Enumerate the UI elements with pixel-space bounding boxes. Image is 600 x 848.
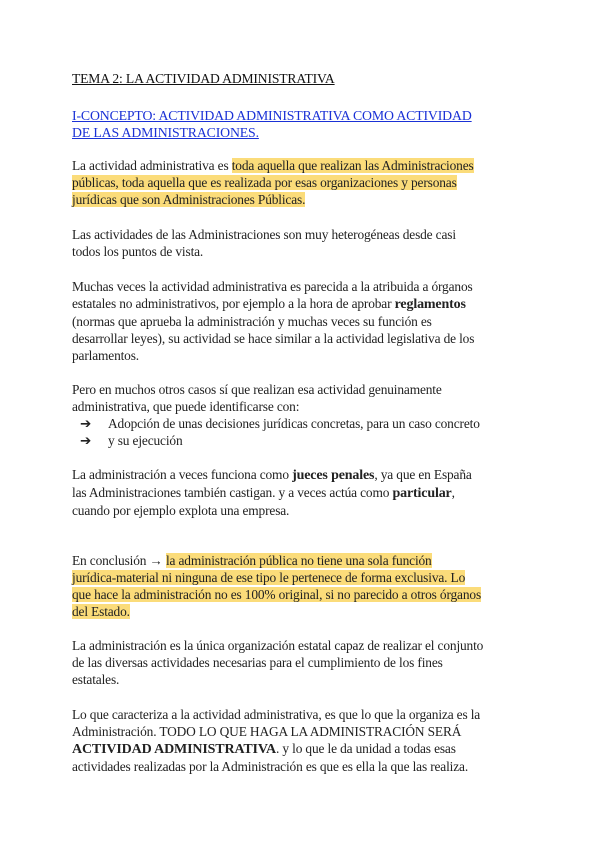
arrow-icon: ➔ [80, 433, 92, 448]
section-heading-line: DE LAS ADMINISTRACIONES. [72, 125, 259, 140]
text: La administración a veces funciona como [72, 467, 293, 482]
list-item-text: y su ejecución [108, 433, 183, 448]
paragraph-roles [72, 466, 532, 519]
text-line: parlamentos. [72, 348, 139, 363]
bullet-list [72, 415, 532, 449]
highlighted-text: la administración pública no tiene una sola función [165, 553, 432, 568]
text-line: actividades realizadas por la Administración es que es ella la que las realiza. [72, 759, 469, 774]
text-line: Administración. TODO LO QUE HAGA LA ADMINISTRACIÓN SERÁ [72, 724, 462, 739]
paragraph-heterogeneity [72, 226, 532, 260]
text: . y lo que le da unidad a todas esas [275, 741, 456, 756]
text-line: Muchas veces la actividad administrativa es parecida a la atribuida a órganos [72, 279, 473, 294]
text-line: La administración es la única organización estatal capaz de realizar el conjunto [72, 638, 484, 653]
paragraph-conclusion [72, 552, 532, 620]
highlighted-text: públicas, toda aquella que es realizada por esas organizaciones y personas [72, 175, 457, 190]
section-heading-line: I-CONCEPTO: ACTIVIDAD ADMINISTRATIVA COMO ACTIVIDAD [72, 108, 472, 123]
paragraph-definition [72, 157, 532, 208]
text-line: (normas que aprueba la administración y muchas veces su función es [72, 314, 432, 329]
bold-term: jueces penales [292, 468, 375, 483]
paragraph-characterization [72, 706, 532, 775]
text: las Administraciones también castigan. y a veces actúa como [72, 485, 393, 500]
highlighted-text: que hace la administración no es 100% original, si no parecido a otros órganos [72, 587, 482, 602]
text-line: todos los puntos de vista. [72, 244, 204, 259]
arrow-icon: ➔ [80, 416, 92, 431]
text-line: Lo que caracteriza a la actividad administrativa, es que lo que la organiza es la [72, 707, 481, 722]
paragraph-genuine-activity [72, 381, 532, 449]
highlighted-text: del Estado. [72, 604, 130, 619]
text: estatales no administrativos, por ejemplo a la hora de aprobar [72, 296, 395, 311]
page-title: TEMA 2: LA ACTIVIDAD ADMINISTRATIVA [72, 71, 335, 86]
text-line: de las diversas actividades necesarias para el cumplimiento de los fines [72, 655, 443, 670]
bold-term: ACTIVIDAD ADMINISTRATIVA [72, 742, 276, 757]
paragraph-unique-organization [72, 637, 532, 688]
text: , [451, 485, 455, 500]
text-line: administrativa, que puede identificarse con: [72, 399, 300, 414]
highlighted-text: jurídicas que son Administraciones Públicas. [72, 192, 306, 207]
text: En conclusión → [72, 553, 166, 568]
text-line: estatales. [72, 672, 120, 687]
bold-term: reglamentos [394, 297, 466, 312]
text-line: cuando por ejemplo explota una empresa. [72, 503, 290, 518]
highlighted-text: toda aquella que realizan las Administraciones [231, 158, 474, 173]
text-line: desarrollar leyes), su actividad se hace similar a la actividad legislativa de los [72, 331, 475, 346]
list-item-text: Adopción de unas decisiones jurídicas concretas, para un caso concreto [108, 416, 480, 431]
text: La actividad administrativa es [72, 158, 232, 173]
text: , ya que en España [374, 467, 472, 482]
section-heading [72, 107, 532, 141]
list-item [72, 415, 532, 432]
paragraph-similarity [72, 278, 532, 364]
text-line: Las actividades de las Administraciones son muy heterogéneas desde casi [72, 227, 456, 242]
bold-term: particular [392, 486, 452, 501]
highlighted-text: jurídica-material ni ninguna de ese tipo le pertenece de forma exclusiva. Lo [72, 570, 466, 585]
text-line: Pero en muchos otros casos sí que realizan esa actividad genuinamente [72, 382, 442, 397]
list-item [72, 432, 532, 449]
